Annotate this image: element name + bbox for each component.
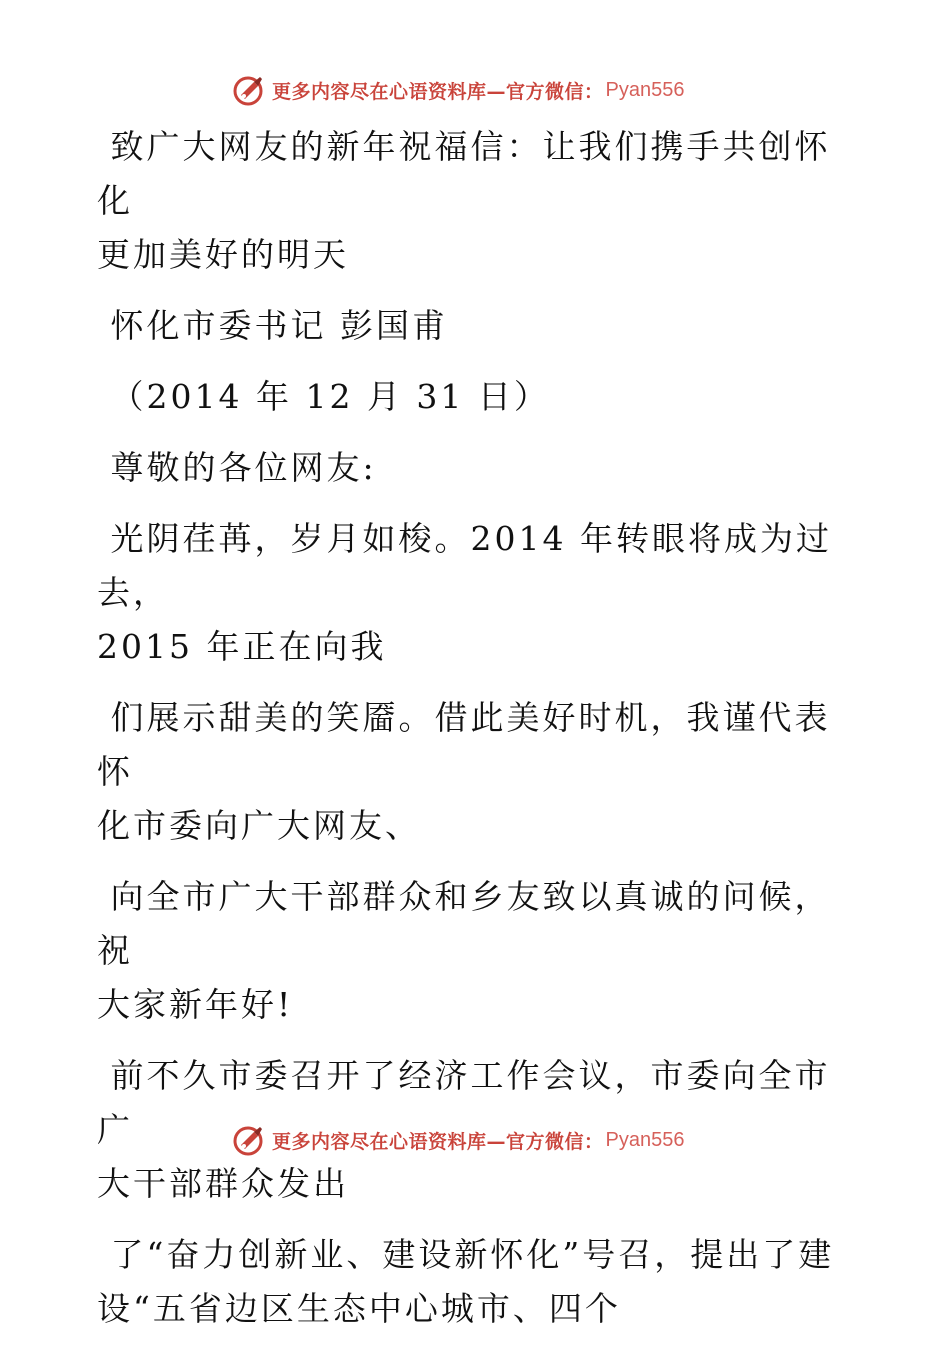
watermark-text: 更多内容尽在心语资料库—官方微信： <box>272 1130 604 1153</box>
watermark-id: Pyan556 <box>605 1128 685 1151</box>
body-paragraph: 了“奋力创新业、建设新怀化”号召，提出了建 设“五省边区生态中心城市、四个 <box>97 1235 835 1328</box>
watermark-id: Pyan556 <box>605 78 685 101</box>
date-line: （2014 年 12 月 31 日） <box>97 377 550 416</box>
author-line: 怀化市委书记 彭国甫 <box>97 306 448 345</box>
letter-title: 致广大网友的新年祝福信：让我们携手共创怀化 更加美好的明天 <box>97 127 831 274</box>
body-paragraph: 光阴荏苒，岁月如梭。2014 年转眼将成为过去， 2015 年正在向我 <box>97 519 832 666</box>
watermark-text: 更多内容尽在心语资料库—官方微信： <box>272 80 604 103</box>
document-body <box>97 120 857 1353</box>
footer-watermark <box>232 1122 684 1158</box>
body-paragraph: 们展示甜美的笑靥。借此美好时机，我谨代表怀 化市委向广大网友、 <box>97 698 831 845</box>
header-watermark <box>232 72 684 108</box>
salutation: 尊敬的各位网友: <box>97 448 377 487</box>
pen-logo-icon <box>232 1123 266 1157</box>
pen-logo-icon <box>232 73 266 107</box>
body-paragraph: 向全市广大干部群众和乡友致以真诚的问候，祝 大家新年好! <box>97 877 831 1024</box>
body-paragraph: 前不久市委召开了经济工作会议，市委向全市广 大干部群众发出 <box>97 1056 831 1203</box>
